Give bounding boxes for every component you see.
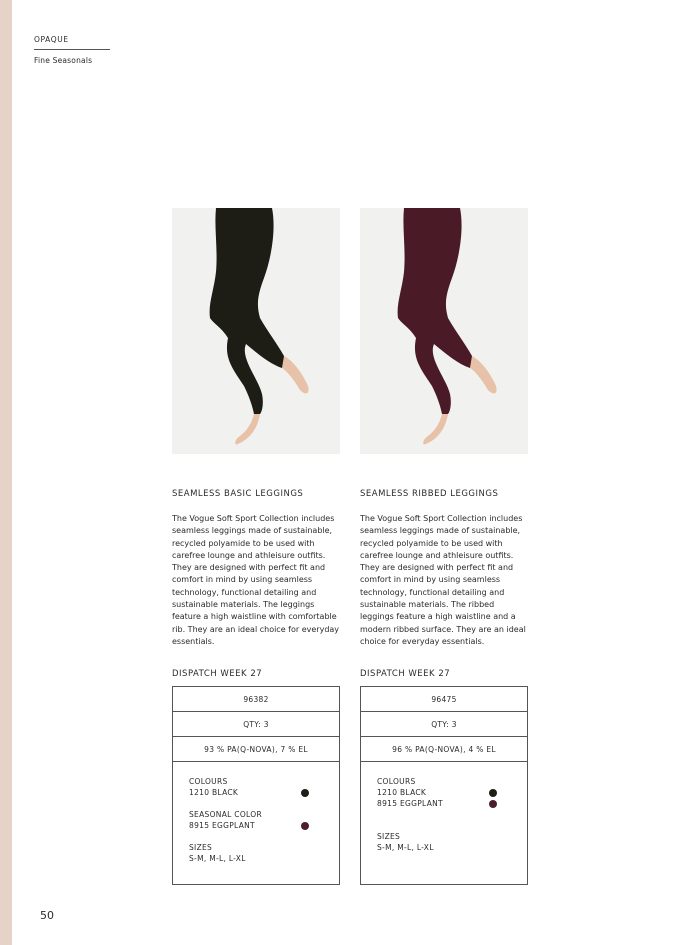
sizes-value: S-M, M-L, L-XL xyxy=(189,854,246,863)
quantity: QTY: 3 xyxy=(173,712,339,737)
article-number: 96382 xyxy=(173,687,339,712)
colour-swatch-eggplant xyxy=(301,822,309,830)
seasonal-colour-label: SEASONAL COLOR xyxy=(189,810,262,819)
leggings-illustration xyxy=(360,208,528,454)
product-description: The Vogue Soft Sport Collection includes seamless leggings made of sustainable, recycled polyamide to be used with carefree lounge and athleisure outfits. They are designed with perfect fit and comfort in mind by using seamless technology, functional detailing and sustainable materials. The leggings feature a high waistline with comfortable rib. They are an ideal choice for everyday essentials. xyxy=(172,514,340,646)
colours-label: COLOURS xyxy=(377,777,416,786)
leggings-illustration xyxy=(172,208,340,454)
dispatch-label: DISPATCH WEEK 27 xyxy=(360,669,451,679)
spec-table xyxy=(172,686,340,885)
dispatch-label: DISPATCH WEEK 27 xyxy=(172,669,263,679)
category-label: OPAQUE xyxy=(34,35,110,50)
spec-table xyxy=(360,686,528,885)
page-number: 50 xyxy=(40,909,54,922)
page-header xyxy=(34,35,110,65)
product-description: The Vogue Soft Sport Collection includes seamless leggings made of sustainable, recycled polyamide to be used with carefree lounge and athleisure outfits. They are designed with perfect fit and comfort in mind by using seamless technology, functional detailing and sustainable materials. The ribbed leggings feature a high waistline and a modern ribbed surface. They are an ideal choice for everyday essentials. xyxy=(360,514,526,646)
product-title: SEAMLESS BASIC LEGGINGS xyxy=(172,489,304,499)
product-card-ribbed xyxy=(360,208,528,885)
quantity: QTY: 3 xyxy=(361,712,527,737)
edge-band xyxy=(0,0,12,945)
product-title: SEAMLESS RIBBED LEGGINGS xyxy=(360,489,499,499)
colour-black: 1210 BLACK xyxy=(189,788,239,797)
colour-swatch-black xyxy=(301,789,309,797)
material: 96 % PA(Q-NOVA), 4 % EL xyxy=(361,737,527,762)
sizes-label: SIZES xyxy=(377,832,401,841)
product-card-basic xyxy=(172,208,340,885)
material: 93 % PA(Q-NOVA), 7 % EL xyxy=(173,737,339,762)
colours-label: COLOURS xyxy=(189,777,228,786)
leggings-shape xyxy=(210,208,309,444)
sizes-label: SIZES xyxy=(189,843,213,852)
colour-size-info xyxy=(361,762,527,884)
colour-black: 1210 BLACK xyxy=(377,788,427,797)
colour-eggplant: 8915 EGGPLANT xyxy=(377,799,443,808)
subtitle-label: Fine Seasonals xyxy=(34,56,93,65)
colour-swatch-eggplant xyxy=(489,800,497,808)
product-photo xyxy=(360,208,528,454)
product-photo xyxy=(172,208,340,454)
article-number: 96475 xyxy=(361,687,527,712)
colour-eggplant: 8915 EGGPLANT xyxy=(189,821,255,830)
colour-size-info xyxy=(173,762,339,884)
sizes-value: S-M, M-L, L-XL xyxy=(377,843,434,852)
colour-swatch-black xyxy=(489,789,497,797)
leggings-shape xyxy=(398,208,497,444)
